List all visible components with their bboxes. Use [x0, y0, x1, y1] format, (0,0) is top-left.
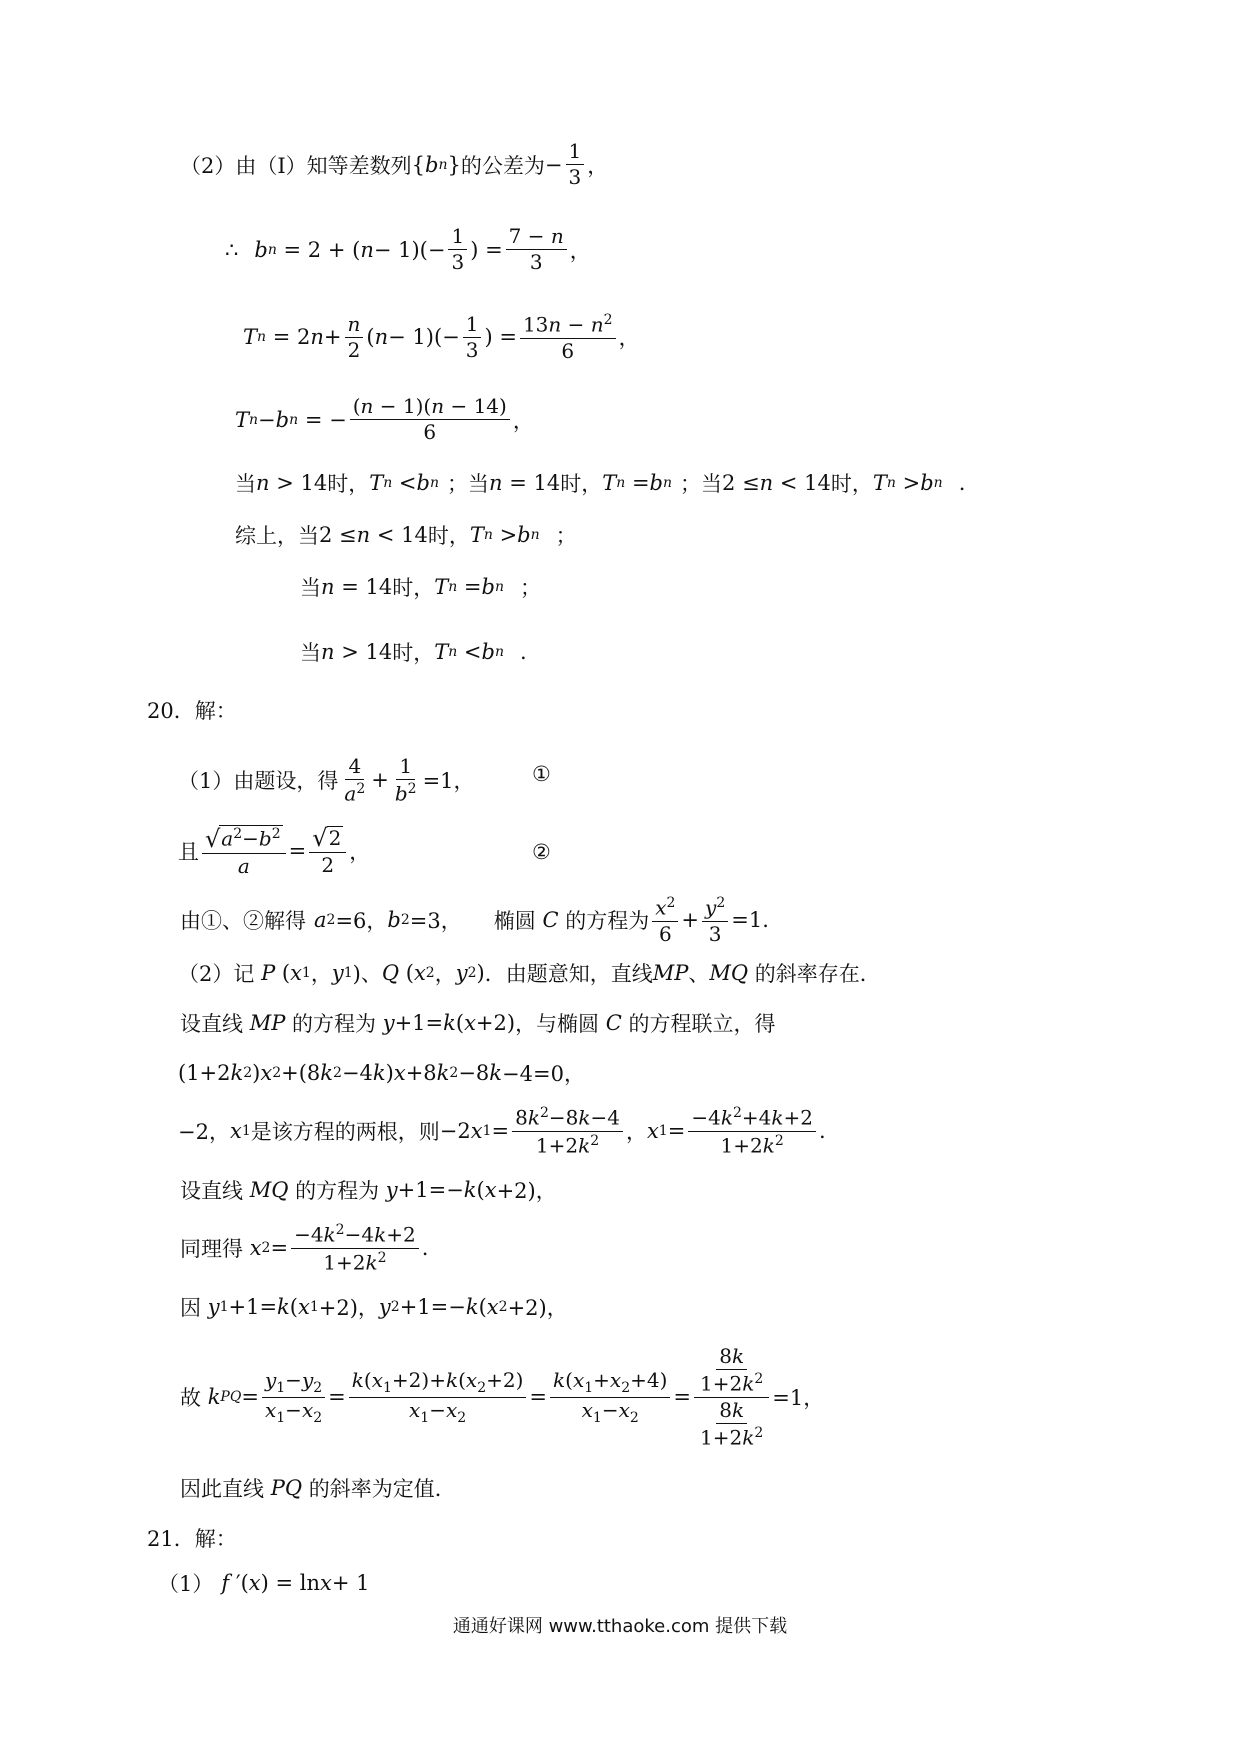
q20-quadratic: (1+2 k 2 ) x 2 +(8 k 2 −4 k ) x +8 k 2 −8 k −4=0，	[178, 1061, 585, 1086]
q21-part1: （1） f ′( x ) = ln x + 1	[158, 1571, 370, 1596]
q20-part1-eq2: 且 √ $a^2-b^2$ a = √ 2 2 ，	[178, 823, 371, 878]
q20-line-mp: 设直线 MP 的方程为 y +1= k ( x +2) ，与椭圆 C 的方程联立，得	[180, 1011, 776, 1036]
q19-part2-intro: （2）由（I）知等差数列 { b n } 的公差为 − $\frac{1}{3}$ ，	[180, 139, 609, 189]
q19-summary-2: 当 n = 14 时， T n = b n ；	[300, 575, 542, 600]
q19-case-line: 当 n > 14 时， T n < b n ；当 n = 14 时， T n = b n ；当 2 ≤ n < 14 时， T n > b n .	[235, 471, 966, 496]
q19-summary-1: 综上，当 2 ≤ n < 14 时， T n > b n ；	[235, 523, 577, 548]
q20-conclusion: 因此直线 PQ 的斜率为定值．	[180, 1476, 456, 1501]
q20-y-relations: 因 y 1 +1= k ( x 1 +2)， y 2 +1=− k ( x 2 +2)，	[180, 1295, 568, 1320]
q20-line-mq: 设直线 MQ 的方程为 y +1=− k ( x +2)，	[180, 1178, 557, 1203]
q19-bn-formula: ∴ b n = 2 + ( n − 1)(− $\frac{1}{3}$ ) = $\frac{7 - n}{3}$ ，	[225, 224, 591, 274]
q20-part2-intro: （2）记 P ( x 1 ， y 1 )、 Q ( x 2 ， y 2 ) ．由题意知，直线 MP 、 MQ 的斜率存在．	[178, 961, 881, 986]
q20-title: 20．解：	[147, 699, 237, 723]
q21-title: 21．解：	[147, 1527, 237, 1551]
q19-tn-minus-bn: T n − b n = − $\frac{(n - 1)(n - 14)}{6}$ ，	[235, 394, 534, 444]
q20-part1-eq1: （1）由题设，得 $\frac{4}{a^2}$ + $\frac{1}{b^2}$ =1，	[178, 754, 475, 806]
q20-roots: −2， x 1 是该方程的两根，则 −2 x 1 = $\frac{8k^2-8k-4}{1+2k^2}$ ， x 1 = $\frac{-4k^2+4k+2}{1+2k^2}$ .	[178, 1105, 826, 1158]
q19-summary-3: 当 n > 14 时， T n < b n .	[300, 640, 527, 665]
q19-tn-formula: T n = 2 n + $\frac{n}{2}$ ( n − 1)(− $\frac{1}{3}$ ) = $\frac{13n - n^2}{6}$ ，	[243, 311, 640, 363]
q20-slope-pq: 故 k PQ = $\frac{y_1-y_2}{x_1-x_2}$ = $\frac{k(x_1+2)+k(x_2+2)}{x_1-x_2}$ = $\frac{k(x_1+x_2+4)}{x_1-x_2}$ = $\frac{\frac{8k}{1+2k^2}}{\frac{8k}{1+2k^2}}$ =1，	[180, 1344, 825, 1450]
page-footer: 通通好课网 www.tthaoke.com 提供下载	[452, 1616, 788, 1637]
equation-marker-1: ①	[532, 762, 551, 786]
q20-part1-solve: 由①、②解得 a 2 =6， b 2 =3， 椭圆 C 的方程为 $\frac{x^2}{6}$ + $\frac{y^2}{3}$ =1.	[180, 895, 769, 946]
equation-marker-2: ②	[532, 840, 551, 864]
q20-x2: 同理得 x 2 = $\frac{-4k^2-4k+2}{1+2k^2}$ .	[180, 1222, 429, 1275]
